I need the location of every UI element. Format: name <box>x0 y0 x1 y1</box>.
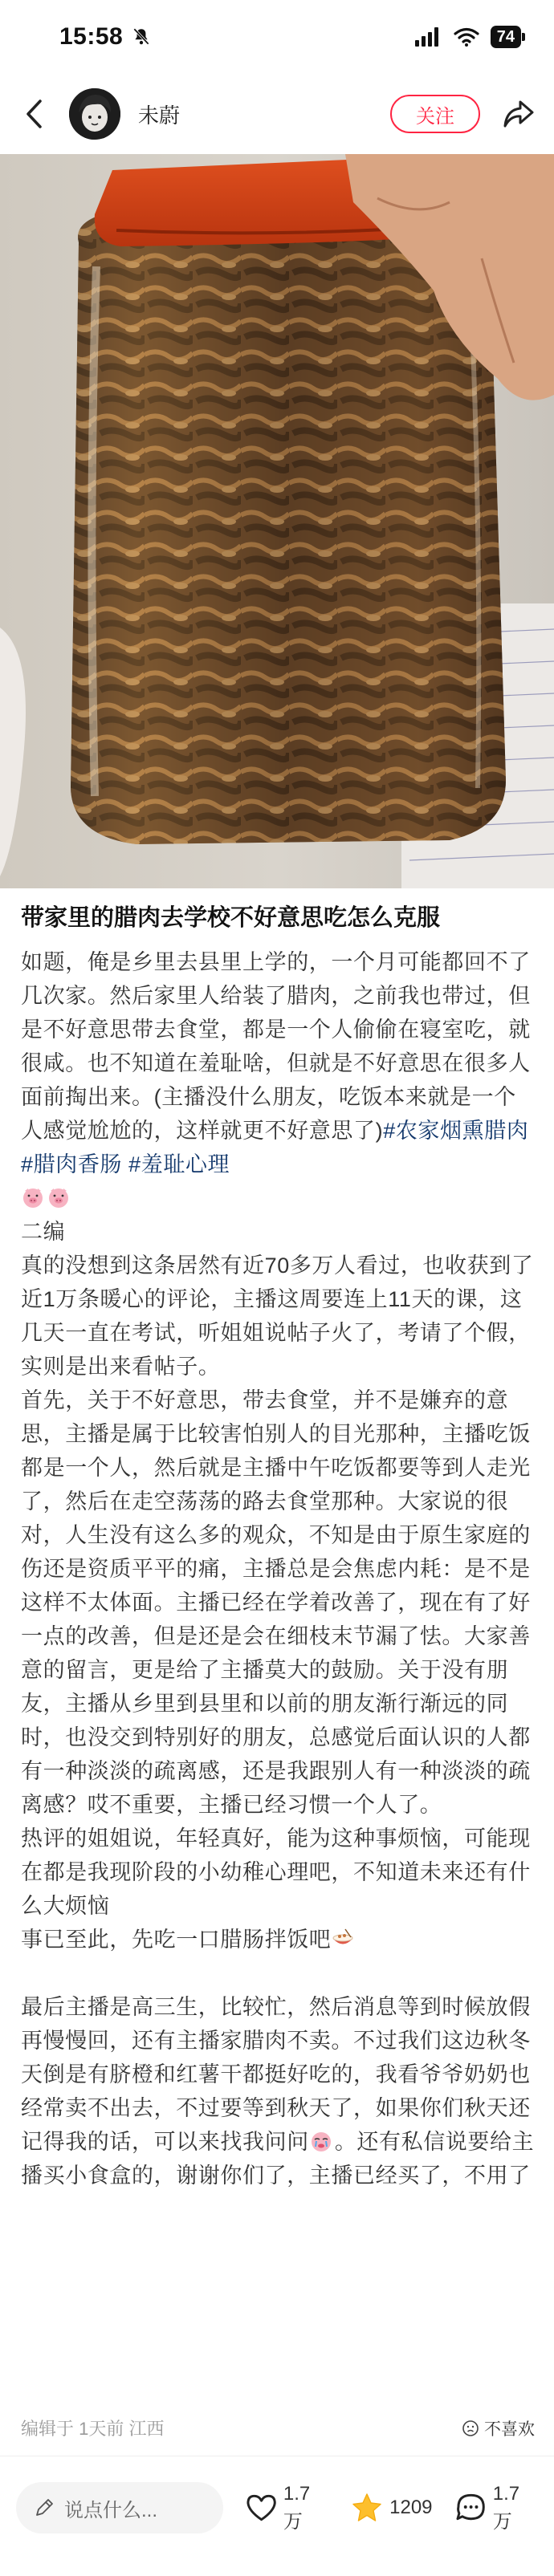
para-final-b: 。还有私信说要给主播买小食盒的，谢谢你们了，主播已经买了，不用了 <box>21 2130 535 2188</box>
para-reason: 首先，关于不好意思，带去食堂，并不是嫌弃的意思，主播是属于比较害怕别人的目光那种，主播吃饭都是一个人，然后就是主播中午吃饭都要等到人走光了，然后在走空荡荡的路去食堂那种。大家说的很对，人生没有这么多的观众，不知是由于原生家庭的伤还是资质平平的痛，主播总是会焦虑内耗：是不是这样不太体面。主播已经在学着改善了，现在有了好一点的改善，但是还是会在细枝末节漏了怯。大家善意的留言，更是给了主播莫大的鼓励。关于没有朋友，主播从乡里到县里和以前的朋友渐行渐远的同时，也没交到特别好的朋友，总感觉后面认识的人都有一种淡淡的疏离感，还是我跟别人有一种淡淡的疏离感？哎不重要，主播已经习惯一个人了。 <box>21 1388 531 1817</box>
para-final <box>21 1990 535 2192</box>
tag-link-2[interactable]: #腊肉香肠 <box>21 1152 123 1176</box>
pig-emoji-row <box>21 1181 535 1215</box>
photo-jar-of-bacon <box>0 154 554 888</box>
para-final-a: 最后主播是高三生，比较忙，然后消息等到时候放假再慢慢回，还有主播家腊肉不卖。不过我们这边秋冬天倒是有脐橙和红薯干都挺好吃的，我看爷爷奶奶也经常卖不出去，不过要等到秋天了，如果你们秋天还记得我的话，可以来找我问问 <box>21 1995 531 2154</box>
edit-info: 编辑于 1天前 江西 <box>21 2419 165 2439</box>
signal-icon <box>415 27 442 47</box>
comment-button[interactable] <box>455 2483 538 2533</box>
comment-icon <box>455 2493 487 2523</box>
comment-placeholder: 说点什么... <box>64 2499 158 2521</box>
para-eat-text: 事已至此，先吃一口腊肠拌饭吧 <box>21 1928 332 1952</box>
share-icon <box>503 100 535 128</box>
status-icons <box>415 26 525 48</box>
battery-icon <box>491 26 525 48</box>
rice-bowl-emoji-icon <box>331 1927 355 1951</box>
share-button[interactable] <box>501 96 536 132</box>
para-thanks: 真的没想到这条居然有近70多万人看过，也收获到了近1万条暖心的评论，主播这周要连上11天的课，这几天一直在考试，听姐姐说帖子火了，考请了个假，实则是出来看帖子。 <box>21 1253 534 1379</box>
bottom-action-bar <box>0 2464 554 2552</box>
pencil-icon <box>34 2497 55 2518</box>
comment-count: 1.7万 <box>492 2482 520 2533</box>
dislike-icon <box>462 2420 479 2437</box>
dislike-button[interactable] <box>462 2416 535 2440</box>
top-nav <box>0 74 554 154</box>
para-comment: 热评的姐姐说，年轻真好，能为这种事烦恼，可能现在都是我现阶段的小幼稚心理吧，不知道未来还有什么大烦恼 <box>21 1826 531 1918</box>
mute-bell-icon <box>131 26 152 47</box>
edit2-label: 二编 <box>21 1220 66 1244</box>
tag-link-3[interactable]: #羞耻心理 <box>128 1152 230 1176</box>
author-name[interactable]: 未蔚 <box>138 103 181 128</box>
dislike-label: 不喜欢 <box>484 2420 535 2439</box>
pig-emoji-icon <box>21 1185 45 1209</box>
note-content <box>21 897 535 2192</box>
tag-link-1[interactable]: #农家烟熏腊肉 <box>383 1119 529 1143</box>
note-title: 带家里的腊肉去学校不好意思吃怎么克服 <box>21 905 441 931</box>
note-meta <box>21 2416 535 2440</box>
collect-count: 1209 <box>389 2497 433 2518</box>
battery-tip <box>522 33 525 41</box>
back-icon <box>25 99 43 129</box>
back-button[interactable] <box>18 98 50 130</box>
status-time: 15:58 <box>59 23 124 50</box>
intro-text: 如题，俺是乡里去县里上学的，一个月可能都回不了几次家。然后家里人给装了腊肉，之前我也带过，但是不好意思带去食堂，都是一个人偷偷在寝室吃，就很咸。也不知道在羞耻啥，但就是不好意思在很多人面前掏出来。(主播没什么朋友，吃饭本来就是一个人感觉尬尬的，这样就更不好意思了) <box>21 950 531 1143</box>
follow-button[interactable]: 关注 <box>390 95 480 133</box>
crying-emoji-icon <box>309 2129 333 2153</box>
avatar-image <box>69 88 120 140</box>
para-eat <box>21 1923 535 1956</box>
avatar[interactable] <box>69 88 120 140</box>
paragraph-gap <box>21 1956 535 1990</box>
collect-button[interactable] <box>351 2493 432 2523</box>
pig-emoji-icon <box>47 1185 71 1209</box>
like-count: 1.7万 <box>283 2482 311 2533</box>
note-photo[interactable] <box>0 154 554 888</box>
heart-icon <box>246 2493 277 2522</box>
star-icon <box>351 2493 383 2523</box>
battery-level: 74 <box>491 26 521 48</box>
status-bar <box>0 0 554 74</box>
wifi-icon <box>454 27 479 47</box>
like-button[interactable] <box>246 2483 328 2533</box>
comment-input[interactable] <box>16 2482 223 2533</box>
note-body-intro <box>21 945 535 1181</box>
